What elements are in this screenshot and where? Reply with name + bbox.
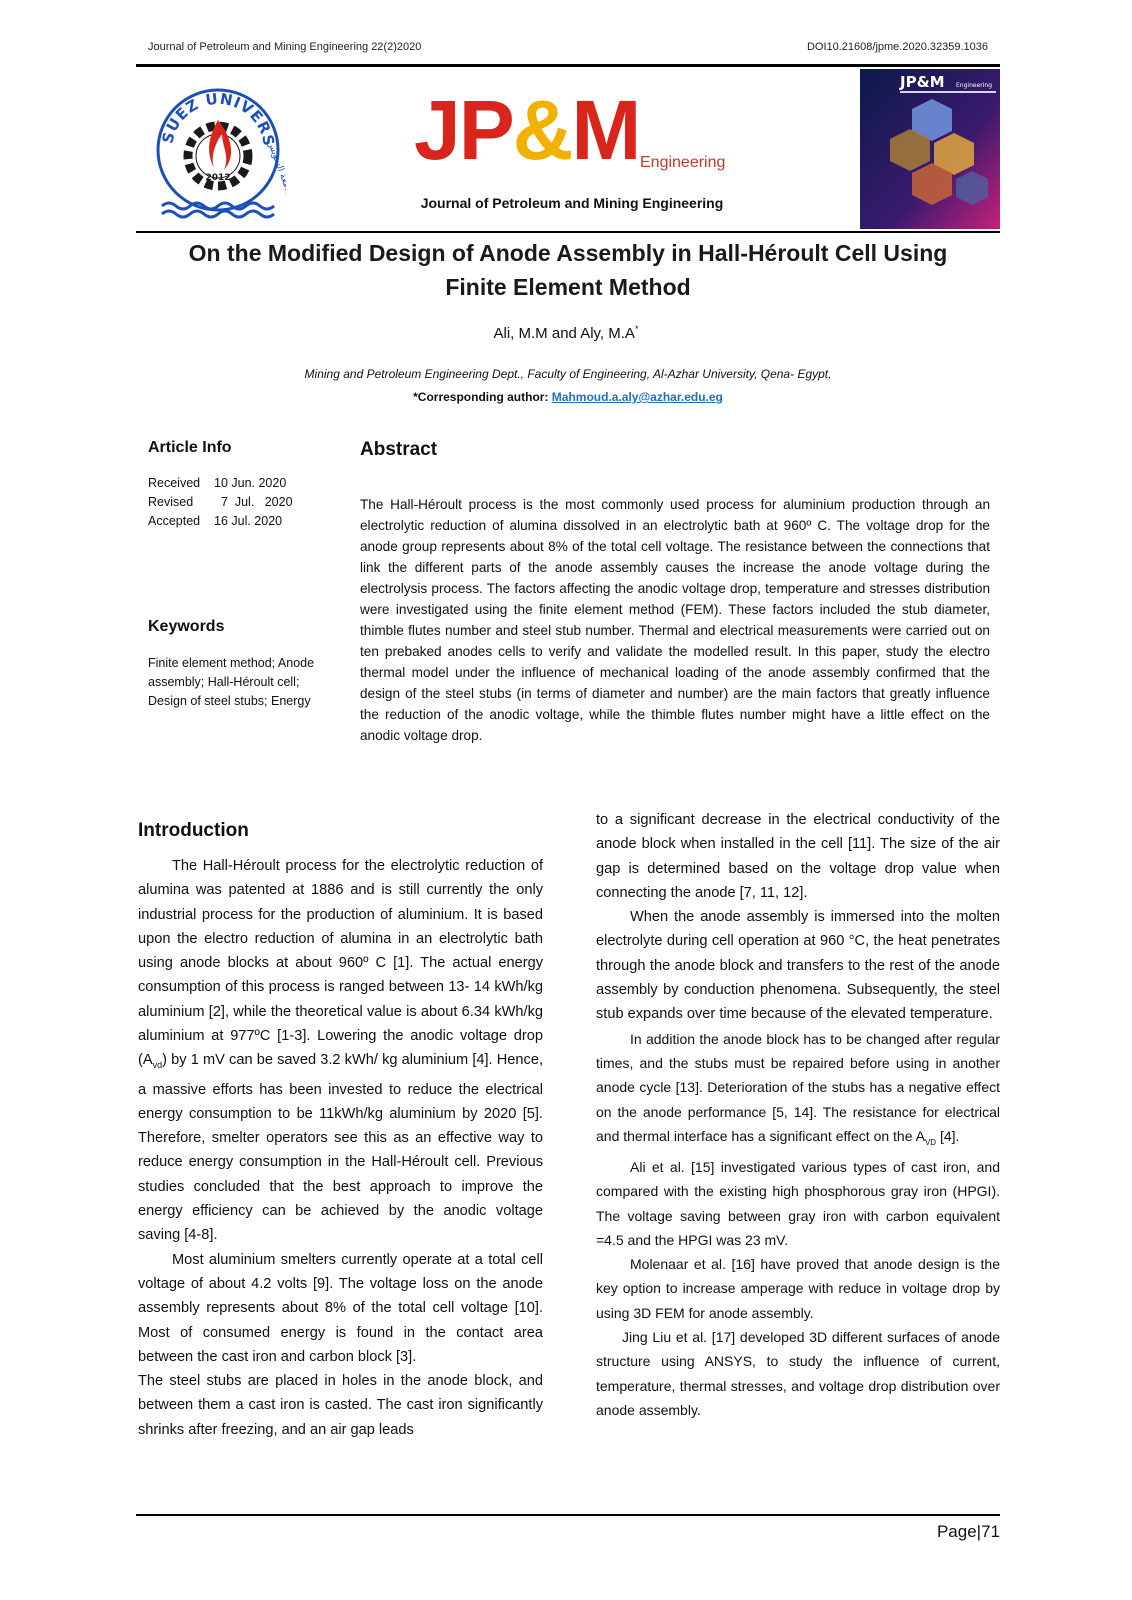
paragraph: Molenaar et al. [16] have proved that anode design is the key option to increase amperage with reduce in voltage drop by using 3D FEM for anode assembly. — [596, 1256, 1000, 1321]
date-row — [148, 493, 293, 512]
keywords: Finite element method; Anode assembly; Hall-Héroult cell; Design of steel stubs; Energy — [148, 656, 315, 708]
seal-arabic: جامعة السويس — [265, 139, 286, 197]
article-info-heading: Article Info — [148, 439, 232, 456]
paper-title: On the Modified Design of Anode Assembly in Hall-Héroult Cell Using Finite Element Method — [188, 240, 948, 300]
paragraph-text: [4]. — [936, 1127, 960, 1144]
seal-text: SUEZ UNIVERS — [158, 89, 279, 149]
corresponding-author — [170, 390, 966, 404]
university-seal-logo — [150, 72, 286, 226]
article-info-dates — [148, 474, 293, 531]
journal-citation: Journal of Petroleum and Mining Engineering 22(2)2020 — [148, 41, 422, 53]
date-label: Accepted — [148, 514, 201, 528]
keywords-heading: Keywords — [148, 618, 225, 635]
body-column-right — [596, 808, 1000, 1422]
seal-year: 2012 — [205, 173, 231, 183]
subscript: VD — [924, 1137, 937, 1147]
subscript: vd — [152, 1060, 163, 1071]
logo-amp: & — [512, 83, 572, 177]
paragraph: When the anode assembly is immersed into the molten electrolyte during cell operation at 960 °C, the heat penetrates through the anode block and transfers to the rest of the anode assembly by conduction phenomena. Subsequently, the steel stub expands over time because of the elevated temperature. — [596, 909, 1000, 1023]
logo-m: M — [571, 83, 640, 177]
date-label: Revised — [148, 495, 194, 509]
paragraph: The steel stubs are placed in holes in the anode block, and between them a cast iron is casted. The cast iron significantly shrinks after freezing, and an air gap leads — [138, 1373, 543, 1438]
paragraph: Ali et al. [15] investigated various types of cast iron, and compared with the existing high phosphorous gray iron (HPGI). The voltage saving between gray iron with carbon equivalent =4.5 and the HPGI was 23 mV. — [596, 1158, 1000, 1248]
date-label: Received — [148, 476, 201, 490]
paragraph: to a significant decrease in the electrical conductivity of the anode block when installed in the cell [11]. The size of the air gap is determined based on the voltage drop value when connecting the anode [7, 11, 12]. — [596, 812, 1000, 901]
paragraph-text: ) by 1 mV can be saved 3.2 kWh/ kg aluminium [4]. Hence, a massive efforts has been invested to reduce the electrical energy consumption to be 11kWh/kg aluminium by 2020 [5]. Therefore, smelter operators see this as an effective way to reduce energy consumption in the Hall-Héroult cell. Previous studies concluded that the best approach to improve the energy efficiency can be achieved by the anodic voltage saving [4-8]. — [138, 1052, 543, 1244]
cover-sub: Engineering — [956, 82, 992, 89]
header-top-rule — [136, 64, 1000, 67]
journal-cover-image — [860, 69, 1000, 229]
abstract-heading: Abstract — [360, 439, 438, 460]
cover-title: JP&M — [900, 73, 945, 91]
journal-name: Journal of Petroleum and Mining Engineering — [420, 195, 724, 211]
paragraph: Jing Liu et al. [17] developed 3D different surfaces of anode structure using ANSYS, to study the influence of current, temperature, thermal stresses, and voltage drop distribution over anode assembly. — [596, 1329, 1000, 1418]
corresponding-label: *Corresponding author: — [413, 390, 552, 404]
paragraph-text: The Hall-Héroult process for the electrolytic reduction of alumina was patented at 1886 and is still currently the only industrial process for the production of aluminium. It is based upon the electro reduction of alumina in an electrolytic bath using anode blocks at about 960º C [1]. The actual energy consumption of this process is ranged between 13- 14 kWh/kg aluminium [2], while the theoretical value is about 6.34 kWh/kg aluminium at 977ºC [1-3]. Lowering the anodic voltage drop (A — [138, 858, 543, 1069]
date-row — [148, 512, 293, 531]
journal-logo — [414, 83, 640, 177]
doi: DOI10.21608/jpme.2020.32359.1036 — [806, 41, 988, 53]
paragraph-text: In addition the anode block has to be changed after regular times, and the stubs must be repaired before using in another anode cycle [13]. Deterioration of the stubs has a negative effect on the anode performance [5, 14]. The resistance for electrical and thermal interface has a significant effect on the A — [596, 1030, 1000, 1144]
corresponding-email-link[interactable]: Mahmoud.a.aly@azhar.edu.eg — [551, 390, 723, 404]
footer-rule — [136, 1514, 1000, 1516]
author-names: Ali, M.M and Aly, M.A — [493, 325, 635, 342]
paragraph — [596, 1027, 1000, 1155]
logo-jp: JP — [414, 83, 513, 177]
corresponding-mark: * — [634, 324, 639, 334]
body-column-left — [138, 854, 543, 1442]
date-value: 16 Jul. 2020 — [214, 514, 283, 528]
logo-engineering: Engineering — [640, 154, 726, 171]
authors — [0, 324, 1132, 342]
affiliation: Mining and Petroleum Engineering Dept., Faculty of Engineering, Al-Azhar University, Qena- Egypt, — [304, 367, 832, 381]
header-bottom-rule — [136, 231, 1000, 233]
date-row — [148, 474, 293, 493]
paragraph — [138, 854, 543, 1248]
date-value: 7 Jul. 2020 — [214, 495, 293, 509]
paragraph: Most aluminium smelters currently operate at a total cell voltage of about 4.2 volts [9]. The voltage loss on the anode assembly represents about 8% of the total cell voltage [10]. Most of consumed energy is found in the contact area between the cast iron and carbon block [3]. — [138, 1251, 543, 1365]
abstract-text: The Hall-Héroult process is the most commonly used process for aluminium production through an electrolytic reduction of alumina dissolved in an electrolytic bath at 960º C. The voltage drop for the anode group represents about 8% of the total cell voltage. The resistance between the connections that link the different parts of the anode assembly causes the increase the anode voltage during the electrolysis process. The factors affecting the anodic voltage drop, temperature and stresses distribution were investigated using the finite element method (FEM). These factors included the stub diameter, thimble flutes number and steel stub number. Thermal and electrical measurements were carried out on ten prebaked anodes cells to verify and validate the modelled result. In this paper, study the electro thermal model under the influence of mechanical loading of the anode assembly confirmed that the design of the steel stubs (in terms of diameter and number) are the main factors that greatly influence the reduction of the anodic voltage, while the thimble flutes number might have a little effect on the anodic voltage drop. — [360, 497, 990, 743]
introduction-heading: Introduction — [138, 820, 249, 841]
page-number: Page|71 — [936, 1522, 1000, 1541]
date-value: 10 Jun. 2020 — [214, 476, 287, 490]
